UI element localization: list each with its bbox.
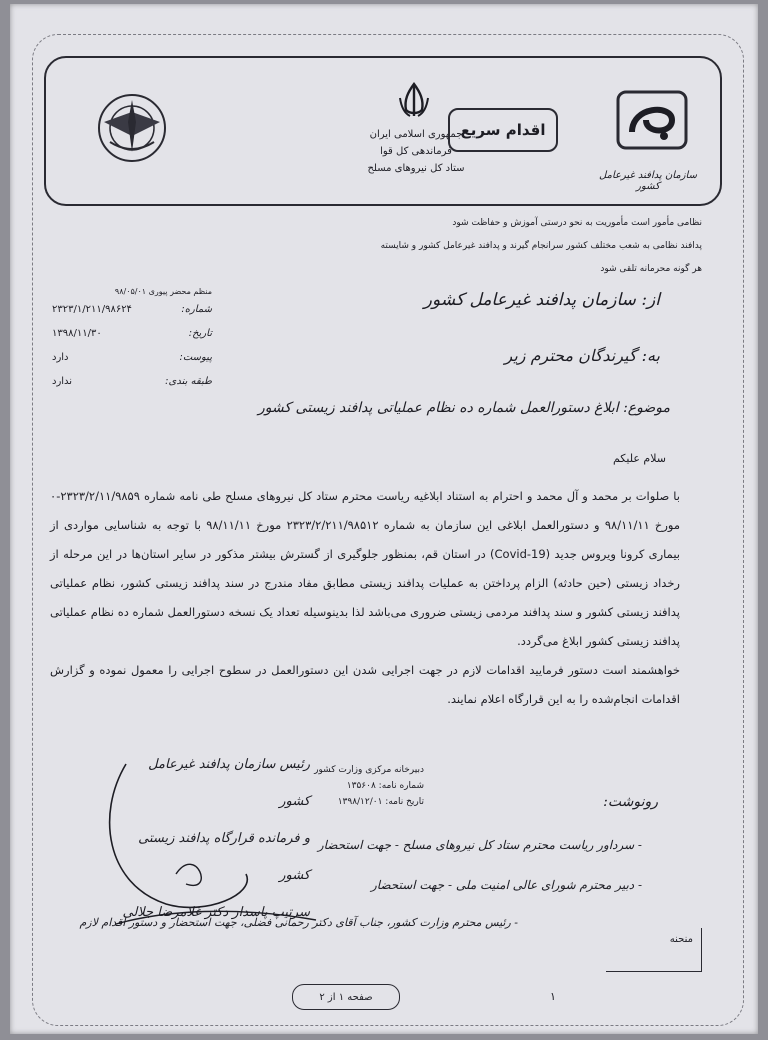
notice-line: نظامی مأمور است مأموریت به نحو درستی آموزش و حفاظت شود <box>452 218 702 228</box>
classification-value: ندارد <box>52 376 73 387</box>
attachment-label: پیوست: <box>179 352 212 363</box>
stamp-line: منظم محضر پیوری ۹۸/۰۵/۰۱ <box>114 287 212 296</box>
issuer-line: فرماندهی کل قوا <box>380 146 452 157</box>
corner-note-box: منحنه <box>606 928 702 972</box>
secretariat-title: دبیرخانه مرکزی وزارت کشور <box>314 765 424 775</box>
classification-label: طبقه بندی: <box>165 376 212 387</box>
letter-sheet <box>10 4 758 1034</box>
date-value: ۱۳۹۸/۱۱/۳۰ <box>52 328 102 339</box>
number-label: شماره: <box>181 304 212 315</box>
signer-role: و فرمانده قرارگاه پدافند زیستی کشور <box>138 831 310 883</box>
meta-date-row <box>52 322 212 346</box>
letter-metadata <box>52 286 212 394</box>
notice-line: هر گونه محرمانه تلقی شود <box>600 264 702 274</box>
attachment-value: دارد <box>52 352 69 363</box>
meta-attachment-row <box>52 346 212 370</box>
notice-line: پدافند نظامی به شعب مختلف کشور سرانجام گیرند و پدافند غیرعامل کشور و شایسته <box>380 241 702 251</box>
date-label: تاریخ: <box>188 328 212 339</box>
copies-heading: رونوشت: <box>603 794 658 810</box>
meta-classification-row <box>52 370 212 394</box>
letterhead <box>44 56 722 206</box>
national-emblem-icon <box>394 80 434 120</box>
copy-recipient: - سرداور ریاست محترم ستاد کل نیروهای مسلح - جهت استحضار <box>317 838 642 852</box>
urgent-action-badge: اقدام سریع <box>448 108 558 152</box>
copy-recipient: - دبیر محترم شورای عالی امنیت ملی - جهت استحضار <box>371 878 642 892</box>
sender-line: از: سازمان پدافند غیرعامل کشور <box>423 290 660 310</box>
number-value: ۲۳۲۳/۱/۲۱۱/۹۸۶۲۴ <box>52 304 132 315</box>
armed-forces-emblem-icon <box>96 92 168 164</box>
secretariat-number: شماره نامه: ۱۳۵۶۰۸ <box>346 781 424 791</box>
recipient-line: به: گیرندگان محترم زیر <box>504 346 660 365</box>
body-paragraph: خواهشمند است دستور فرمایید اقدامات لازم در جهت اجرایی شدن این دستورالعمل در سطوح اجرایی را معمول نموده و گزارش اقدامات انجام‌شده را به این قرارگاه اعلام نمایند. <box>50 663 680 706</box>
issuer-line: ستاد کل نیروهای مسلح <box>367 163 465 174</box>
copy-recipient: - رئیس محترم وزارت کشور، جناب آقای دکتر رحمانی فضلی، جهت استحضار و دستور اقدام لازم <box>79 916 518 929</box>
org-caption: سازمان پدافند غیرعامل کشور <box>599 170 697 192</box>
subject-line: موضوع: ابلاغ دستورالعمل شماره ده نظام عملیاتی پدافند زیستی کشور <box>257 400 670 416</box>
letter-body <box>50 482 680 714</box>
signature-block <box>120 746 310 931</box>
page-number-badge: صفحه ۱ از ۲ <box>292 984 400 1010</box>
passive-defense-logo-icon <box>612 86 692 154</box>
secretariat-date: تاریخ نامه: ۱۳۹۸/۱۲/۰۱ <box>337 797 424 807</box>
secretariat-stamp <box>312 762 424 810</box>
signer-title: رئیس سازمان پدافند غیرعامل کشور <box>148 757 310 809</box>
issuer-line: جمهوری اسلامی ایران <box>369 129 463 140</box>
meta-number-row <box>52 298 212 322</box>
page-mark: ۱ <box>550 990 556 1003</box>
salutation: سلام علیکم <box>612 452 666 465</box>
signer-name: سرتیپ پاسدار دکتر غلامرضا جلالی <box>122 905 310 920</box>
confidentiality-notice <box>62 216 702 285</box>
body-paragraph: با صلوات بر محمد و آل محمد و احترام به استناد ابلاغیه ریاست محترم ستاد کل نیروهای مسلح طی نامه شماره ۲۳۲۳/۲/۱۱/۹۸۵۹-۰ مورخ ۹۸/۱۱/۱۱ و دستورالعمل ابلاغی این سازمان به شماره ۲۳۲۳/۲/۲۱۱/۹۸۵۱۲ مورخ ۹۸/۱۱/۱۱ با توجه به شناسایی مواردی از بیماری کرونا ویروس جدید (Covid-19) در استان قم، بمنظور جلوگیری از گسترش بیشتر مذکور در سایر استان‌ها در این مرحله از رخداد زیستی (حین حادثه) الزام پرداختن به عملیات پدافند زیستی مطابق مفاد مندرج در سند پدافند زیستی کشور، نظام عملیاتی پدافند زیستی کشور و سند پدافند مردمی زیستی ضروری می‌باشد لذا بدینوسیله تعداد یک نسخه دستورالعمل شماره ده نظام عملیاتی پدافند زیستی کشور ابلاغ می‌گردد. <box>50 489 681 648</box>
